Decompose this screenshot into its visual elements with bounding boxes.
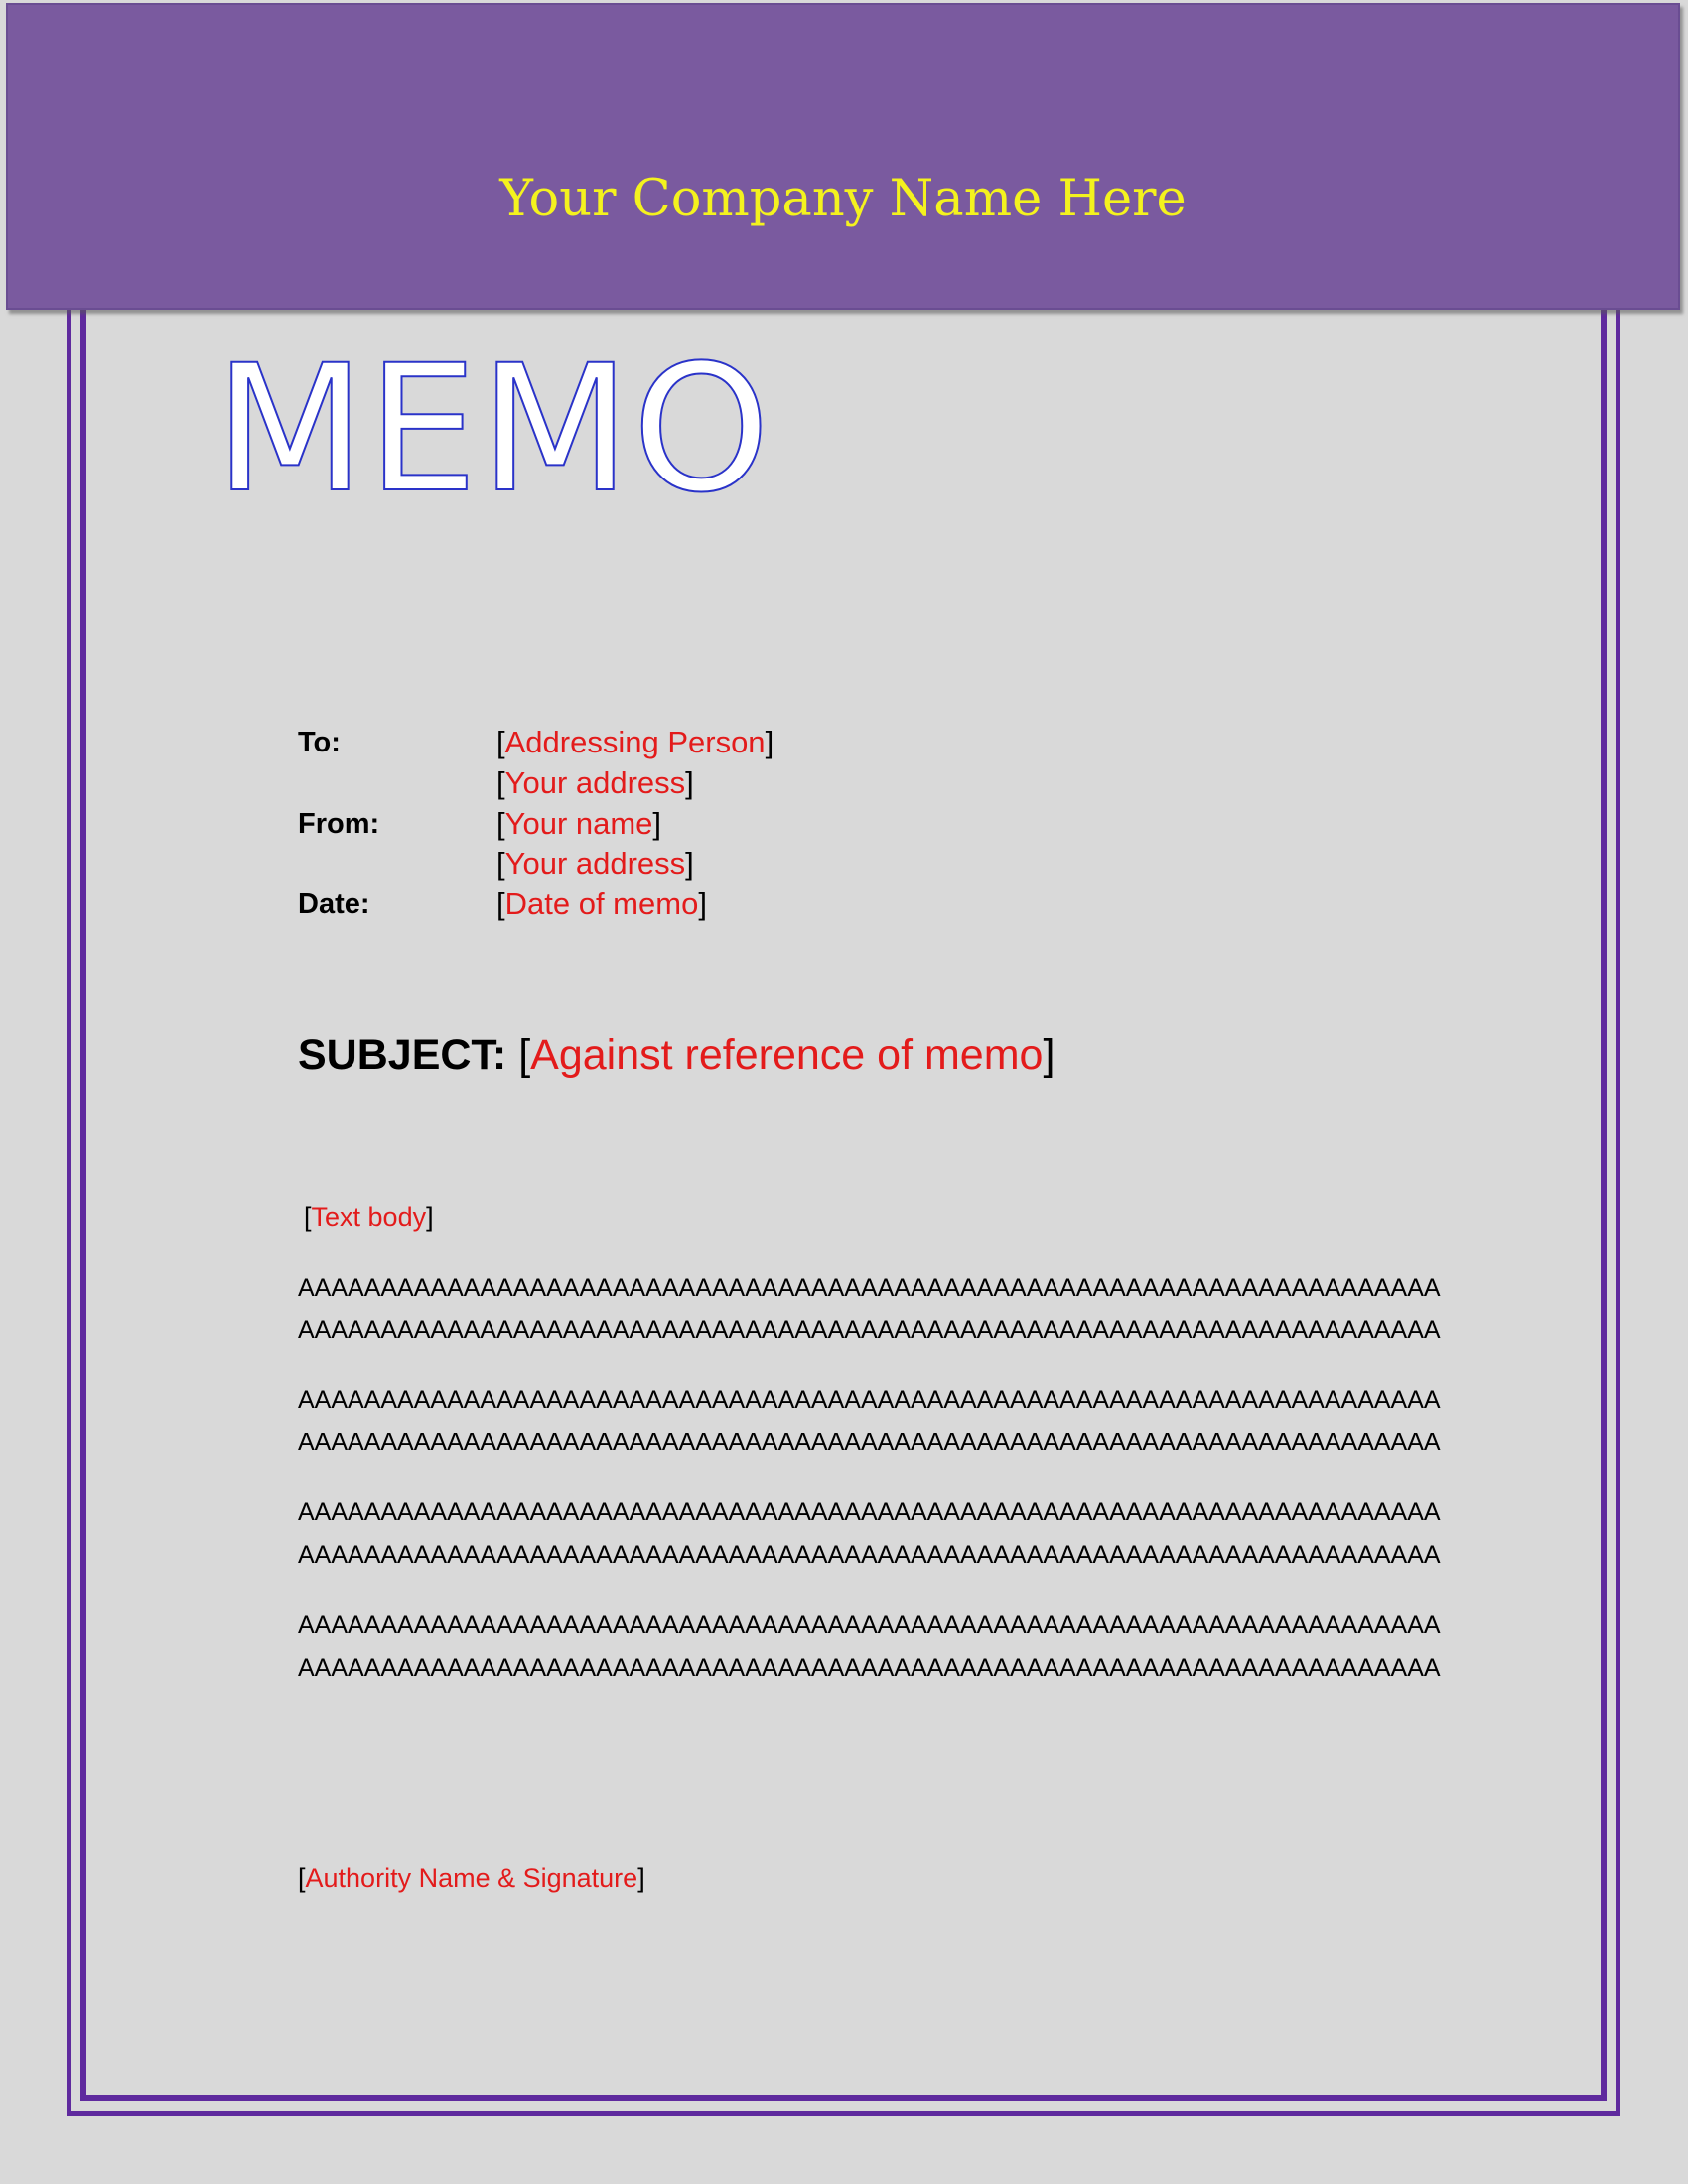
from-name-text: Your name xyxy=(504,806,653,841)
body-line: AAAAAAAAAAAAAAAAAAAAAAAAAAAAAAAAAAAAAAAAAAAAAAAAAAAAAAAAAAAAAAAAAAAAA xyxy=(298,1611,1441,1639)
to-address-text: Your address xyxy=(504,765,686,800)
body-line: AAAAAAAAAAAAAAAAAAAAAAAAAAAAAAAAAAAAAAAAAAAAAAAAAAAAAAAAAAAAAAAAAAAAA xyxy=(298,1654,1441,1682)
from-address-field: [Your address] xyxy=(496,846,694,881)
text-body-placeholder: [Text body] xyxy=(304,1202,434,1232)
body-line: AAAAAAAAAAAAAAAAAAAAAAAAAAAAAAAAAAAAAAAAAAAAAAAAAAAAAAAAAAAAAAAAAAAAA xyxy=(298,1498,1441,1526)
date-label: Date: xyxy=(298,888,370,920)
subject-text: Against reference of memo xyxy=(530,1031,1044,1079)
body-line: AAAAAAAAAAAAAAAAAAAAAAAAAAAAAAAAAAAAAAAAAAAAAAAAAAAAAAAAAAAAAAAAAAAAA xyxy=(298,1541,1441,1569)
body-paragraph-1 xyxy=(298,1267,1479,1352)
signature-placeholder: [Authority Name & Signature] xyxy=(298,1863,645,1893)
signature-text: Authority Name & Signature xyxy=(305,1863,638,1893)
subject-label: SUBJECT: xyxy=(298,1031,507,1079)
body-paragraph-3 xyxy=(298,1491,1479,1576)
to-label: To: xyxy=(298,727,341,758)
company-name: Your Company Name Here xyxy=(499,170,1187,228)
body-line: AAAAAAAAAAAAAAAAAAAAAAAAAAAAAAAAAAAAAAAAAAAAAAAAAAAAAAAAAAAAAAAAAAAAA xyxy=(298,1316,1441,1344)
text-body-text: Text body xyxy=(311,1202,427,1232)
body-line: AAAAAAAAAAAAAAAAAAAAAAAAAAAAAAAAAAAAAAAAAAAAAAAAAAAAAAAAAAAAAAAAAAAAA xyxy=(298,1274,1441,1301)
body-line: AAAAAAAAAAAAAAAAAAAAAAAAAAAAAAAAAAAAAAAAAAAAAAAAAAAAAAAAAAAAAAAAAAAAA xyxy=(298,1429,1441,1456)
date-field: [Date of memo] xyxy=(496,887,707,921)
date-text: Date of memo xyxy=(504,887,699,921)
subject-line: SUBJECT: [Against reference of memo] xyxy=(298,1031,1055,1079)
from-label: From: xyxy=(298,808,380,840)
page-border-inner xyxy=(80,298,1607,2101)
body-paragraph-2 xyxy=(298,1379,1479,1464)
to-person-text: Addressing Person xyxy=(504,725,766,759)
body-paragraph-4 xyxy=(298,1604,1479,1690)
header-band xyxy=(6,3,1680,310)
memo-title: MEMO xyxy=(214,328,773,531)
from-address-text: Your address xyxy=(504,846,686,881)
body-line: AAAAAAAAAAAAAAAAAAAAAAAAAAAAAAAAAAAAAAAAAAAAAAAAAAAAAAAAAAAAAAAAAAAAA xyxy=(298,1386,1441,1414)
to-address-field: [Your address] xyxy=(496,765,694,800)
from-name-field: [Your name] xyxy=(496,806,662,841)
to-person-field: [Addressing Person] xyxy=(496,725,774,759)
